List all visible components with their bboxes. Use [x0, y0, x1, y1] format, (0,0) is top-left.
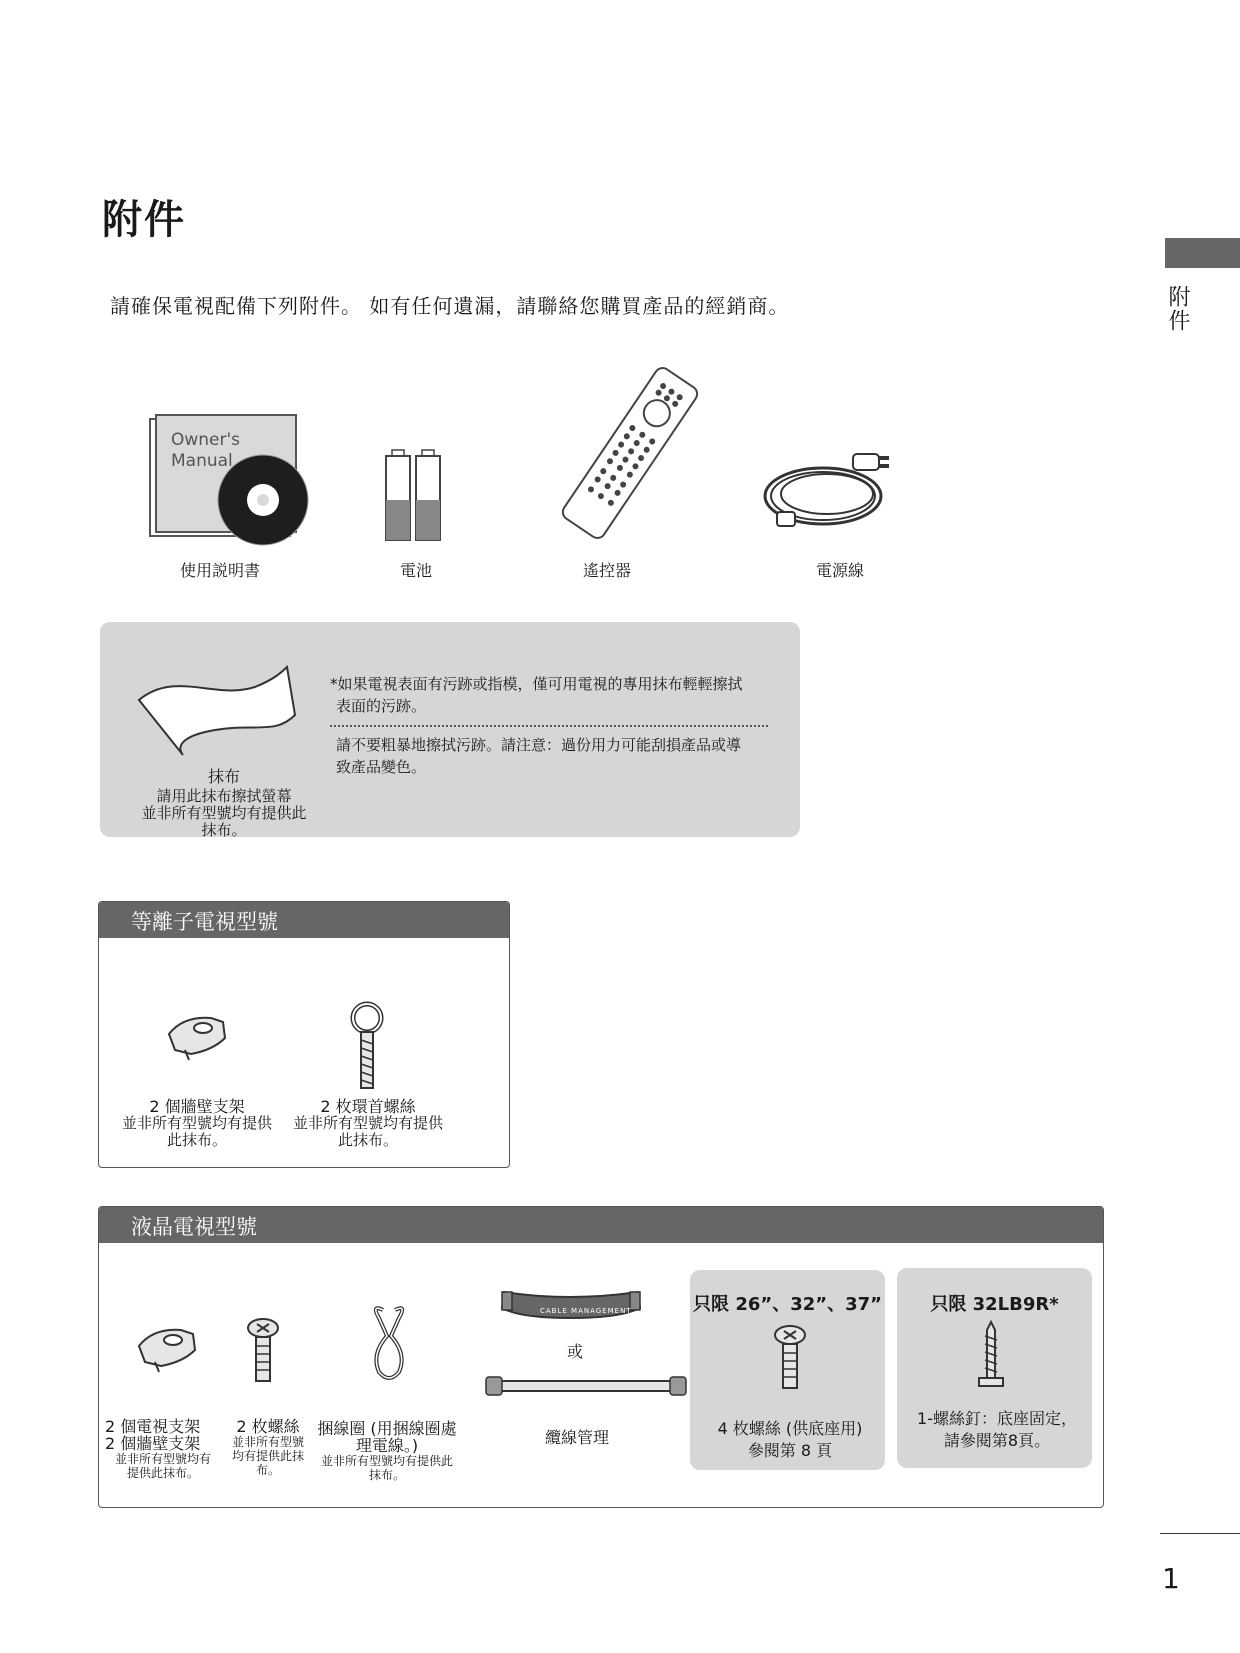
remote-label: 遙控器 [582, 561, 631, 580]
plasma-section-header: 等離子電視型號 [99, 902, 509, 938]
twist-holder-icon [365, 1302, 415, 1388]
manual-label: 使用説明書 [179, 561, 260, 580]
remote-control-icon [540, 365, 720, 544]
model-restricted-panel-caption: 1-螺絲釘：底座固定， 請參閱第8頁。 [917, 1409, 1077, 1450]
cloth-note-1: *如果電視表面有污跡或指模，僅可用電視的專用抹布輕輕擦拭 表面的污跡。 [330, 675, 743, 715]
lcd-bracket-caption: 2 個電視支架 2 個牆壁支架 並非所有型號均有 提供此抹布。 [105, 1417, 211, 1480]
cleaning-cloth-caption: 抹布 請用此抹布擦拭螢幕 並非所有型號均有提供此 抹布。 [141, 767, 307, 839]
footer-rule [1160, 1533, 1240, 1534]
twist-holder-caption: 捆線圈 (用捆線圈處 理電線。) 並非所有型號均有提供此 抹布。 [317, 1419, 457, 1482]
cable-management-bar-icon [484, 1373, 689, 1403]
battery-icon [384, 450, 448, 546]
page-number: 1 [1162, 1562, 1180, 1595]
tv-bracket-icon [133, 1322, 203, 1376]
or-text: 或 [567, 1342, 584, 1361]
eye-bolt-icon [345, 998, 390, 1094]
manual-cover-text: Owner's Manual [171, 430, 241, 471]
wood-screw-icon [976, 1320, 1006, 1396]
cable-management-label: 纜線管理 [545, 1428, 610, 1447]
stand-screw-icon [772, 1325, 808, 1395]
size-restricted-panel-caption: 4 枚螺絲 (供底座用) 參閱第 8 頁 [717, 1419, 863, 1460]
lcd-section-header: 液晶電視型號 [99, 1207, 1103, 1243]
wall-bracket-icon [163, 1010, 233, 1064]
cable-management-printed-text: CABLE MANAGEMENT [540, 1307, 632, 1315]
section-tab-marker [1165, 238, 1240, 268]
plasma-wall-bracket-caption: 2 個牆壁支架 並非所有型號均有提供 此抹布。 [121, 1097, 272, 1149]
bolt-icon [245, 1318, 281, 1388]
plasma-eye-bolt-caption: 2 枚環首螺絲 並非所有型號均有提供 此抹布。 [292, 1097, 443, 1149]
page-title: 附件 [102, 197, 186, 243]
intro-text: 請確保電視配備下列附件。 如有任何遺漏，請聯絡您購買產品的經銷商。 [110, 294, 790, 318]
cloth-note-2: 請不要粗暴地擦拭污跡。請注意：過份用力可能刮損產品或導 致產品變色。 [336, 736, 742, 776]
size-restricted-panel-header: 只限 26”、32”、37” [693, 1294, 882, 1315]
model-restricted-panel-header: 只限 32LB9R* [930, 1294, 1059, 1315]
power-cord-icon [755, 448, 905, 537]
dotted-divider [330, 725, 768, 727]
power-cord-label: 電源線 [815, 561, 864, 580]
lcd-bolt-caption: 2 枚螺絲 並非所有型號 均有提供此抹 布。 [231, 1417, 304, 1477]
cleaning-cloth-icon [135, 665, 305, 764]
side-section-label: 附件 [1165, 285, 1190, 333]
battery-label: 電池 [399, 561, 432, 580]
